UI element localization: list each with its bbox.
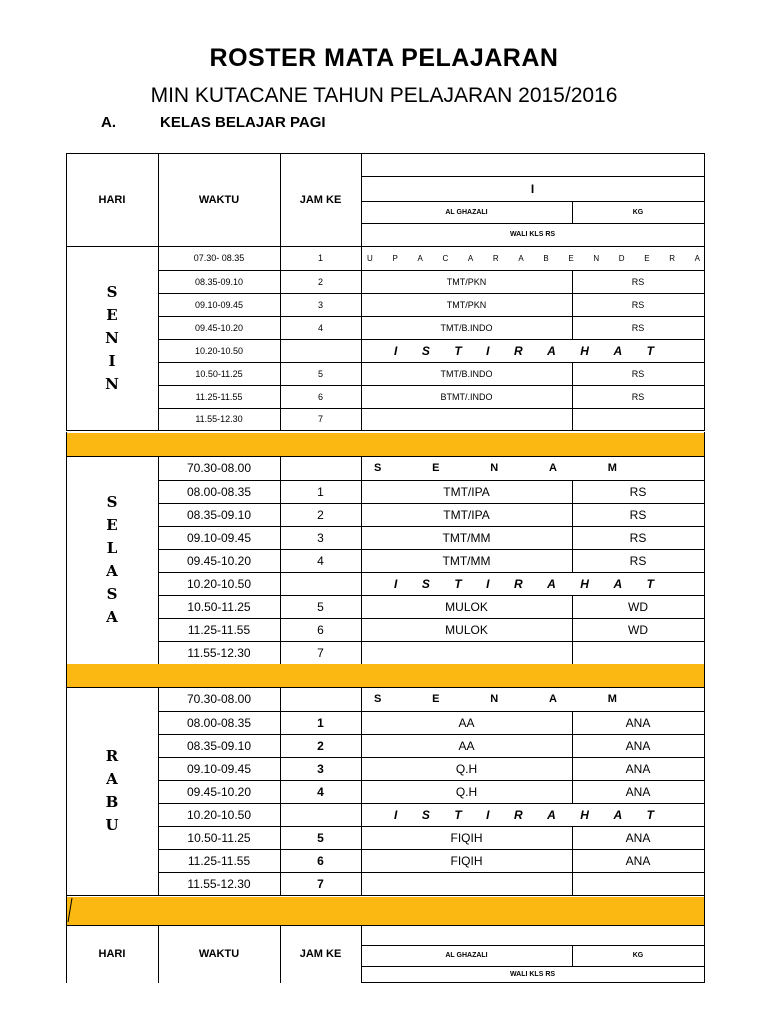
day-letter: I (108, 351, 116, 370)
spread-letter: T (454, 576, 462, 591)
spread-letter: H (580, 807, 589, 822)
subject-cell: AA (458, 715, 475, 730)
subject-cell: Q.H (455, 761, 478, 776)
spread-letter: A (547, 343, 556, 358)
time-cell: 11.55-12.30 (187, 876, 251, 891)
grid-line (704, 456, 705, 665)
footer-hari: HARI (98, 947, 126, 960)
spread-letter: R (513, 576, 523, 591)
spread-letter: A (547, 807, 556, 822)
footer-wali: WALI KLS RS (509, 970, 556, 978)
spread-letter: R (669, 253, 675, 263)
separator-band (66, 433, 704, 456)
senam-row (374, 687, 617, 711)
grid-line (704, 153, 705, 247)
spread-letter: U (367, 253, 373, 263)
teacher-cell: ANA (625, 830, 651, 845)
jam-cell: 5 (317, 368, 323, 379)
grid-line (704, 687, 705, 896)
subject-cell: TMT/PKN (446, 276, 487, 287)
jam-cell: 5 (317, 830, 324, 845)
spread-letter: R (513, 807, 523, 822)
footer-jam-ke: JAM KE (299, 947, 342, 960)
spread-letter: S (421, 343, 430, 358)
day-letter: E (106, 516, 118, 534)
time-cell: 08.00-08.35 (186, 484, 252, 499)
spread-letter: A (613, 343, 623, 358)
teacher-cell: RS (629, 553, 647, 568)
slash-mark (67, 897, 73, 923)
jam-cell: 2 (317, 738, 324, 753)
spread-letter: S (374, 693, 382, 705)
teacher-cell: RS (631, 368, 645, 379)
day-letter: S (106, 282, 118, 301)
spread-letter: E (644, 253, 650, 263)
spread-letter: T (646, 807, 654, 822)
page-title: ROSTER MATA PELAJARAN (209, 44, 559, 72)
jam-cell: 6 (317, 391, 323, 402)
jam-cell: 7 (317, 876, 324, 891)
spread-letter: A (549, 693, 557, 705)
time-cell: 09.10-09.45 (186, 530, 252, 545)
subject-cell (361, 408, 572, 430)
day-letter: B (105, 793, 119, 811)
spread-letter: M (607, 462, 617, 474)
time-cell: 11.25-11.55 (187, 853, 251, 868)
time-cell: 10.50-11.25 (195, 368, 243, 379)
day-name-vertical (66, 687, 158, 895)
jam-cell: 1 (317, 715, 324, 730)
time-cell: 09.45-10.20 (186, 784, 252, 799)
spread-letter: I (486, 576, 490, 591)
spread-letter: D (618, 253, 625, 263)
teacher-cell (572, 872, 704, 895)
day-letter: A (106, 608, 118, 626)
spread-letter: P (392, 253, 398, 263)
spread-letter: N (490, 693, 499, 705)
time-cell: 08.35-09.10 (194, 276, 244, 287)
subject-cell: FIQIH (450, 830, 483, 845)
day-letter: E (106, 305, 118, 324)
spread-letter: T (646, 576, 654, 591)
day-letter: A (106, 562, 118, 580)
day-letter: A (106, 770, 118, 788)
spread-letter: E (432, 693, 440, 705)
grid-line (704, 925, 705, 983)
jam-cell: 3 (317, 530, 324, 545)
istirahat-row (394, 572, 654, 595)
spread-letter: A (518, 253, 524, 263)
header-jam-ke: JAM KE (299, 193, 342, 206)
header-wali: WALI KLS RS (509, 231, 556, 238)
time-cell: 11.55-12.30 (195, 414, 243, 424)
subject-cell (361, 641, 572, 664)
subject-cell: TMT/PKN (446, 299, 487, 310)
subject-cell: TMT/MM (442, 530, 491, 545)
header-waktu: WAKTU (198, 193, 240, 206)
jam-cell: 2 (317, 507, 324, 522)
spread-letter: I (486, 807, 490, 822)
teacher-cell: RS (631, 391, 645, 402)
time-cell: 08.35-09.10 (186, 507, 252, 522)
subject-cell: TMT/B.INDO (440, 368, 493, 379)
time-cell: 11.25-11.55 (187, 622, 251, 637)
time-cell: 10.20-10.50 (194, 345, 244, 356)
grid-line (704, 663, 705, 688)
jam-cell: 4 (317, 784, 324, 799)
spread-letter: A (694, 253, 700, 263)
time-cell: 10.50-11.25 (187, 599, 251, 614)
upacara-row (367, 246, 700, 270)
teacher-cell: ANA (625, 761, 651, 776)
spread-letter: N (490, 462, 499, 474)
spread-letter: E (432, 462, 440, 474)
subject-cell: TMT/IPA (443, 507, 490, 522)
time-cell: 70.30-08.00 (186, 461, 252, 475)
time-cell: 70.30-08.00 (186, 692, 252, 706)
spread-letter: N (593, 253, 600, 263)
jam-cell: 7 (317, 645, 324, 660)
spread-letter: I (394, 807, 398, 822)
spread-letter: A (467, 253, 474, 263)
teacher-cell: ANA (625, 715, 651, 730)
teacher-cell: RS (629, 507, 647, 522)
teacher-cell: ANA (625, 784, 651, 799)
grid-line (704, 432, 705, 457)
spread-letter: M (607, 693, 617, 705)
spread-letter: T (646, 343, 654, 358)
footer-col-al-ghazali: AL GHAZALI (445, 952, 488, 959)
time-cell: 09.45-10.20 (194, 322, 244, 333)
spread-letter: R (492, 253, 499, 263)
spread-letter: A (547, 576, 556, 591)
day-letter: L (106, 539, 118, 557)
spread-letter: I (486, 343, 490, 358)
spread-letter: T (454, 807, 462, 822)
subject-cell: TMT/MM (442, 553, 491, 568)
time-cell: 09.10-09.45 (194, 299, 244, 310)
senam-row (374, 456, 617, 480)
day-letter: S (106, 493, 118, 511)
day-letter: N (105, 374, 119, 393)
grid-line (66, 430, 705, 431)
day-name-vertical (66, 246, 158, 430)
spread-letter: R (513, 343, 523, 358)
spread-letter: A (549, 462, 557, 474)
teacher-cell: ANA (625, 853, 651, 868)
subject-cell: AA (458, 738, 475, 753)
teacher-cell: RS (631, 299, 645, 310)
subject-cell: TMT/IPA (443, 484, 490, 499)
teacher-cell (572, 408, 704, 430)
spread-letter: S (421, 576, 430, 591)
subject-cell: FIQIH (450, 853, 483, 868)
time-cell: 10.50-11.25 (187, 830, 251, 845)
subject-cell: Q.H (455, 784, 478, 799)
subject-cell: TMT/B.INDO (440, 322, 493, 333)
spread-letter: A (613, 576, 623, 591)
spread-letter: H (580, 343, 589, 358)
time-cell: 08.00-08.35 (186, 715, 252, 730)
separator-band (66, 897, 704, 925)
spread-letter: H (580, 576, 589, 591)
jam-cell: 3 (317, 761, 324, 776)
spread-letter: B (543, 253, 549, 263)
istirahat-row (394, 339, 654, 362)
teacher-cell: RS (631, 276, 645, 287)
time-cell: 11.25-11.55 (195, 391, 243, 402)
spread-letter: S (374, 462, 382, 474)
header-kelas: I (530, 181, 535, 196)
jam-cell: 1 (317, 484, 324, 499)
spread-letter: A (417, 253, 423, 263)
time-cell: 11.55-12.30 (187, 645, 251, 660)
teacher-cell: RS (629, 484, 647, 499)
grid-line (66, 432, 67, 457)
spread-letter: S (421, 807, 430, 822)
footer-waktu: WAKTU (198, 947, 240, 960)
teacher-cell: WD (628, 622, 648, 637)
teacher-cell: WD (628, 599, 648, 614)
spread-letter: I (394, 576, 398, 591)
spread-letter: A (613, 807, 623, 822)
grid-line (704, 246, 705, 431)
jam-cell: 6 (317, 622, 324, 637)
spread-letter: E (568, 253, 574, 263)
spread-letter: T (454, 343, 462, 358)
grid-line (361, 982, 705, 983)
teacher-cell: ANA (625, 738, 651, 753)
time-cell: 09.10-09.45 (186, 761, 252, 776)
page-subtitle: MIN KUTACANE TAHUN PELAJARAN 2015/2016 (150, 84, 618, 107)
subject-cell: BTMT/.INDO (440, 391, 493, 402)
time-cell: 10.20-10.50 (186, 576, 252, 591)
time-cell: 08.35-09.10 (186, 738, 252, 753)
jam-cell: 3 (317, 299, 323, 310)
subject-cell: MULOK (445, 599, 488, 614)
jam-cell: 4 (317, 322, 323, 333)
jam-cell: 5 (317, 599, 324, 614)
separator-band (66, 664, 704, 687)
grid-line (704, 896, 705, 926)
section-title: KELAS BELAJAR PAGI (160, 114, 326, 131)
day-letter: R (105, 747, 119, 765)
header-col-kg: KG (632, 208, 644, 216)
footer-col-kg: KG (632, 952, 644, 959)
day-letter: U (105, 816, 119, 834)
time-cell: 10.20-10.50 (186, 807, 252, 822)
teacher-cell: RS (629, 530, 647, 545)
section-letter: A. (101, 114, 116, 131)
subject-cell: MULOK (445, 622, 488, 637)
day-letter: N (105, 328, 119, 347)
header-hari: HARI (98, 193, 126, 206)
day-letter: S (106, 585, 118, 603)
subject-cell (361, 872, 572, 895)
grid-line (66, 895, 705, 896)
grid-line (66, 663, 67, 688)
jam-cell: 1 (317, 253, 323, 263)
teacher-cell (572, 641, 704, 664)
jam-cell: 7 (317, 414, 323, 424)
teacher-cell: RS (631, 322, 645, 333)
jam-cell: 4 (317, 553, 324, 568)
spread-letter: C (442, 253, 449, 263)
jam-cell: 6 (317, 853, 324, 868)
day-name-vertical (66, 456, 158, 664)
time-cell: 07.30- 08.35 (193, 253, 245, 263)
jam-cell: 2 (317, 276, 323, 287)
time-cell: 09.45-10.20 (186, 553, 252, 568)
header-col-al-ghazali: AL GHAZALI (445, 208, 488, 216)
spread-letter: I (394, 343, 398, 358)
istirahat-row (394, 803, 654, 826)
